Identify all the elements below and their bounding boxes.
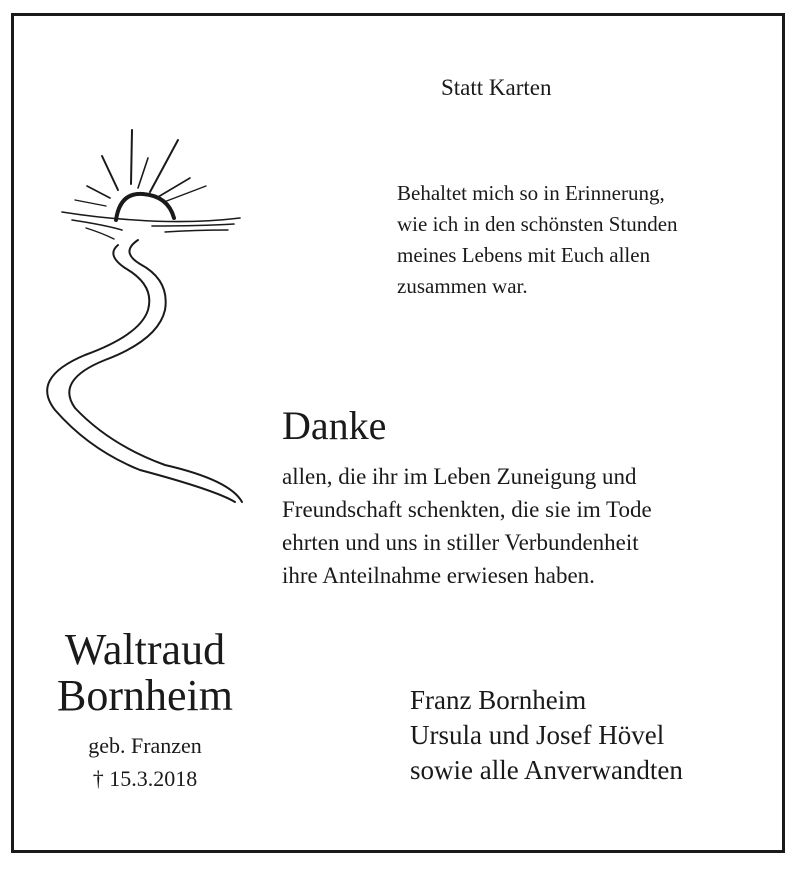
thanks-line: Freundschaft schenkten, die sie im Tode <box>282 497 652 522</box>
signer-line: sowie alle Anverwandten <box>410 755 683 785</box>
deceased-last-name: Bornheim <box>57 671 233 720</box>
signer-line: Franz Bornheim <box>410 685 587 715</box>
thanks-line: ihre Anteilnahme erwiesen haben. <box>282 563 595 588</box>
quote-line: meines Lebens mit Euch allen <box>397 243 651 267</box>
deceased-name <box>0 627 290 719</box>
thanks-body <box>282 460 652 592</box>
quote-line: Behaltet mich so in Erinnerung, <box>397 181 665 205</box>
birth-name: geb. Franzen <box>88 733 202 758</box>
sunrise-path-icon <box>30 120 260 505</box>
death-date: † 15.3.2018 <box>92 766 198 791</box>
quote-block <box>397 178 678 302</box>
thanks-heading: Danke <box>282 403 387 448</box>
deceased-first-name: Waltraud <box>64 625 226 674</box>
thanks-line: ehrten und uns in stiller Verbundenheit <box>282 530 639 555</box>
header-text: Statt Karten <box>441 75 552 100</box>
quote-line: zusammen war. <box>397 274 528 298</box>
quote-line: wie ich in den schönsten Stunden <box>397 212 678 236</box>
signers-block <box>410 683 683 788</box>
thanks-line: allen, die ihr im Leben Zuneigung und <box>282 464 637 489</box>
signer-line: Ursula und Josef Hövel <box>410 720 665 750</box>
